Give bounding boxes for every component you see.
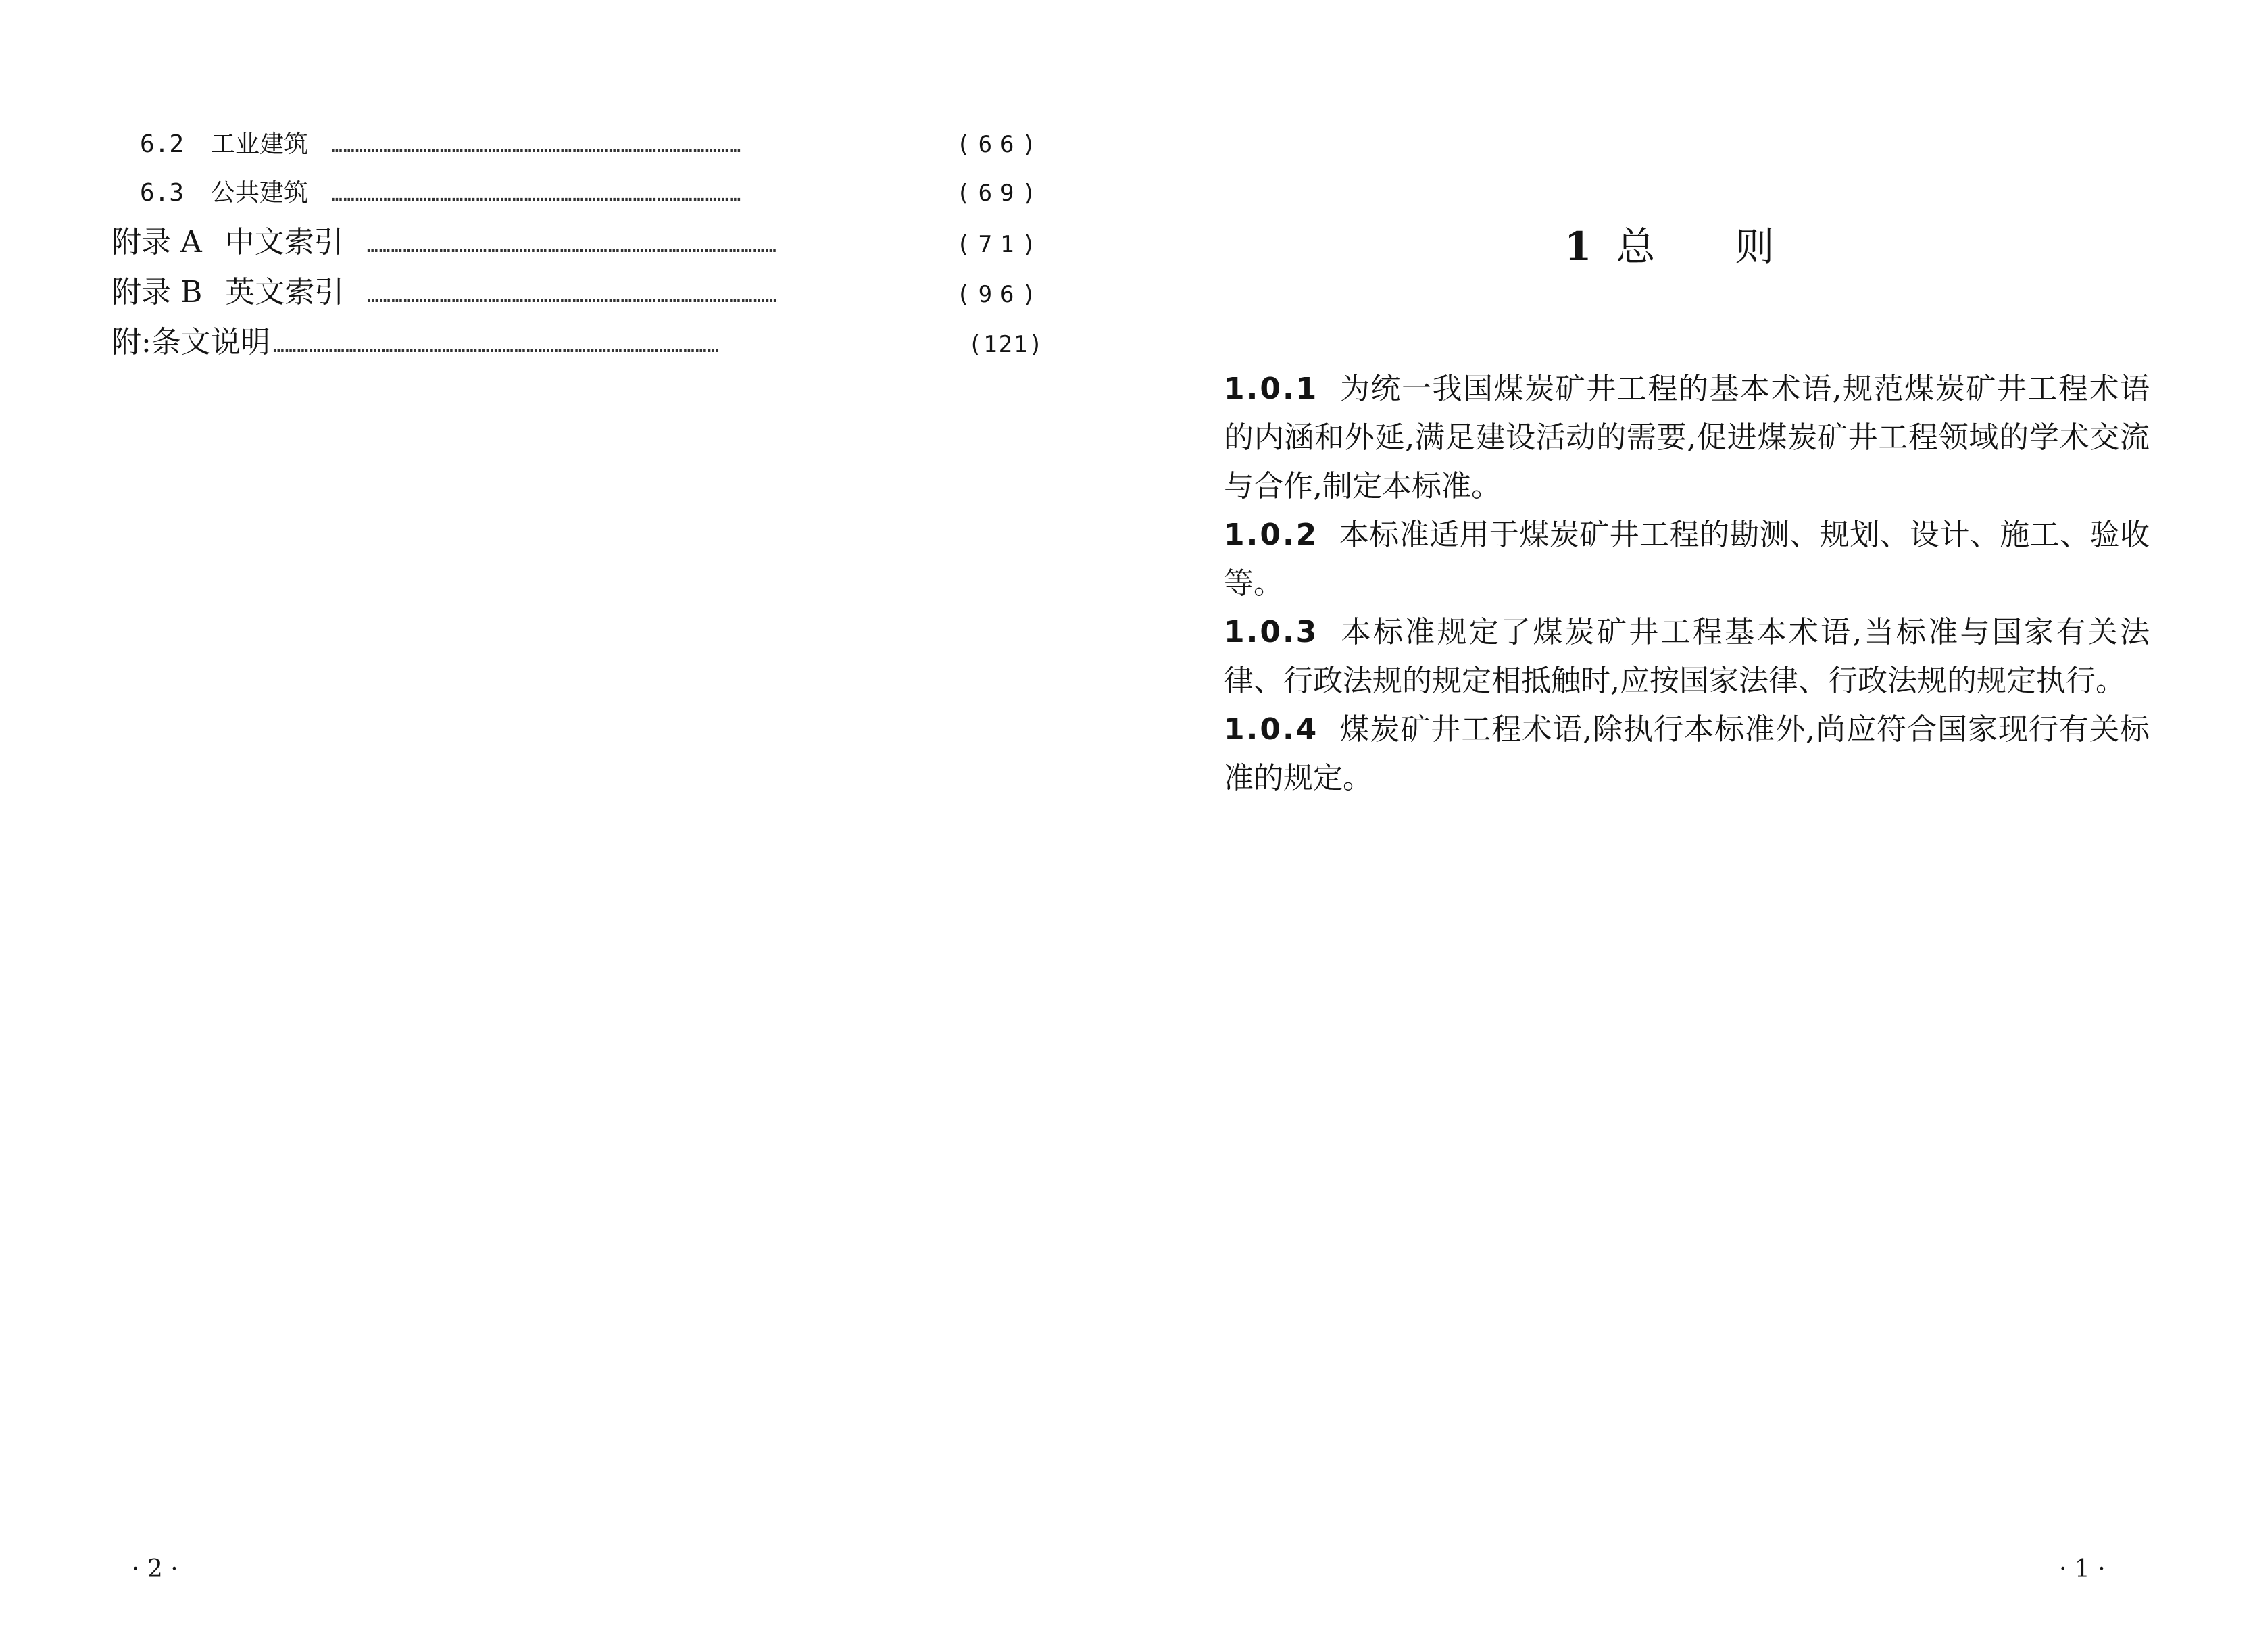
chapter-heading bbox=[1564, 215, 1854, 272]
right-page bbox=[1126, 0, 2253, 1652]
clause-list bbox=[1224, 365, 2150, 803]
clause bbox=[1224, 608, 2150, 705]
toc-entry-label: 英文索引 bbox=[225, 275, 345, 309]
toc-entry-page: (69) bbox=[956, 180, 1044, 207]
toc-entry bbox=[112, 169, 1044, 218]
chapter-number: 1 bbox=[1564, 224, 1592, 270]
clause bbox=[1224, 511, 2150, 608]
clause-text: 本标准适用于煤炭矿井工程的勘测、规划、设计、施工、验收等。 bbox=[1224, 518, 2150, 601]
clause-text: 为统一我国煤炭矿井工程的基本术语,规范煤炭矿井工程术语的内涵和外延,满足建设活动的需要,促进煤炭矿井工程领域的学术交流与合作,制定本标准。 bbox=[1224, 372, 2150, 503]
chapter-title: 总则 bbox=[1616, 224, 1854, 270]
toc-entry-label: 工业建筑 bbox=[211, 130, 309, 158]
toc-entry-number: 附录 B bbox=[112, 275, 203, 309]
clause-text: 煤炭矿井工程术语,除执行本标准外,尚应符合国家现行有关标准的规定。 bbox=[1224, 712, 2150, 795]
toc-entry-label: 中文索引 bbox=[224, 225, 344, 259]
left-page bbox=[0, 0, 1126, 1652]
clause bbox=[1224, 365, 2150, 511]
toc-entry-label: 附:条文说明 bbox=[112, 325, 270, 359]
toc-leader-dots: ………………………………………………………………………………………… bbox=[366, 234, 777, 257]
toc-entry bbox=[112, 218, 1044, 268]
toc-entry-number: 附录 A bbox=[112, 225, 202, 259]
clause-number: 1.0.4 bbox=[1224, 712, 1319, 747]
toc-leader-dots: ………………………………………………………………………………………… bbox=[331, 134, 742, 157]
toc-entry-number: 6.2 bbox=[140, 130, 184, 158]
clause-number: 1.0.2 bbox=[1224, 518, 1319, 552]
toc-entry bbox=[112, 120, 1044, 169]
clause bbox=[1224, 705, 2150, 803]
clause-number: 1.0.1 bbox=[1224, 372, 1319, 406]
toc-entry-page: (96) bbox=[956, 281, 1044, 308]
clause-number: 1.0.3 bbox=[1224, 615, 1319, 649]
toc-leader-dots: ………………………………………………………………………………………………… bbox=[272, 334, 720, 357]
toc-entry-number: 6.3 bbox=[140, 179, 184, 207]
page-number: · 2 · bbox=[132, 1555, 178, 1583]
toc-leader-dots: ………………………………………………………………………………………… bbox=[367, 284, 778, 307]
toc-entry-label: 公共建筑 bbox=[211, 179, 309, 207]
toc-leader-dots: ………………………………………………………………………………………… bbox=[331, 183, 742, 205]
toc-entry-page: (121) bbox=[968, 331, 1044, 358]
clause-text: 本标准规定了煤炭矿井工程基本术语,当标准与国家有关法律、行政法规的规定相抵触时,应按国家法律、行政法规的规定执行。 bbox=[1224, 615, 2150, 698]
toc-entry-page: (66) bbox=[956, 131, 1044, 158]
page-number: · 1 · bbox=[2059, 1555, 2106, 1583]
toc-entry bbox=[112, 268, 1044, 318]
table-of-contents bbox=[112, 120, 1044, 368]
toc-entry-page: (71) bbox=[956, 231, 1044, 258]
toc-entry bbox=[112, 318, 1044, 368]
